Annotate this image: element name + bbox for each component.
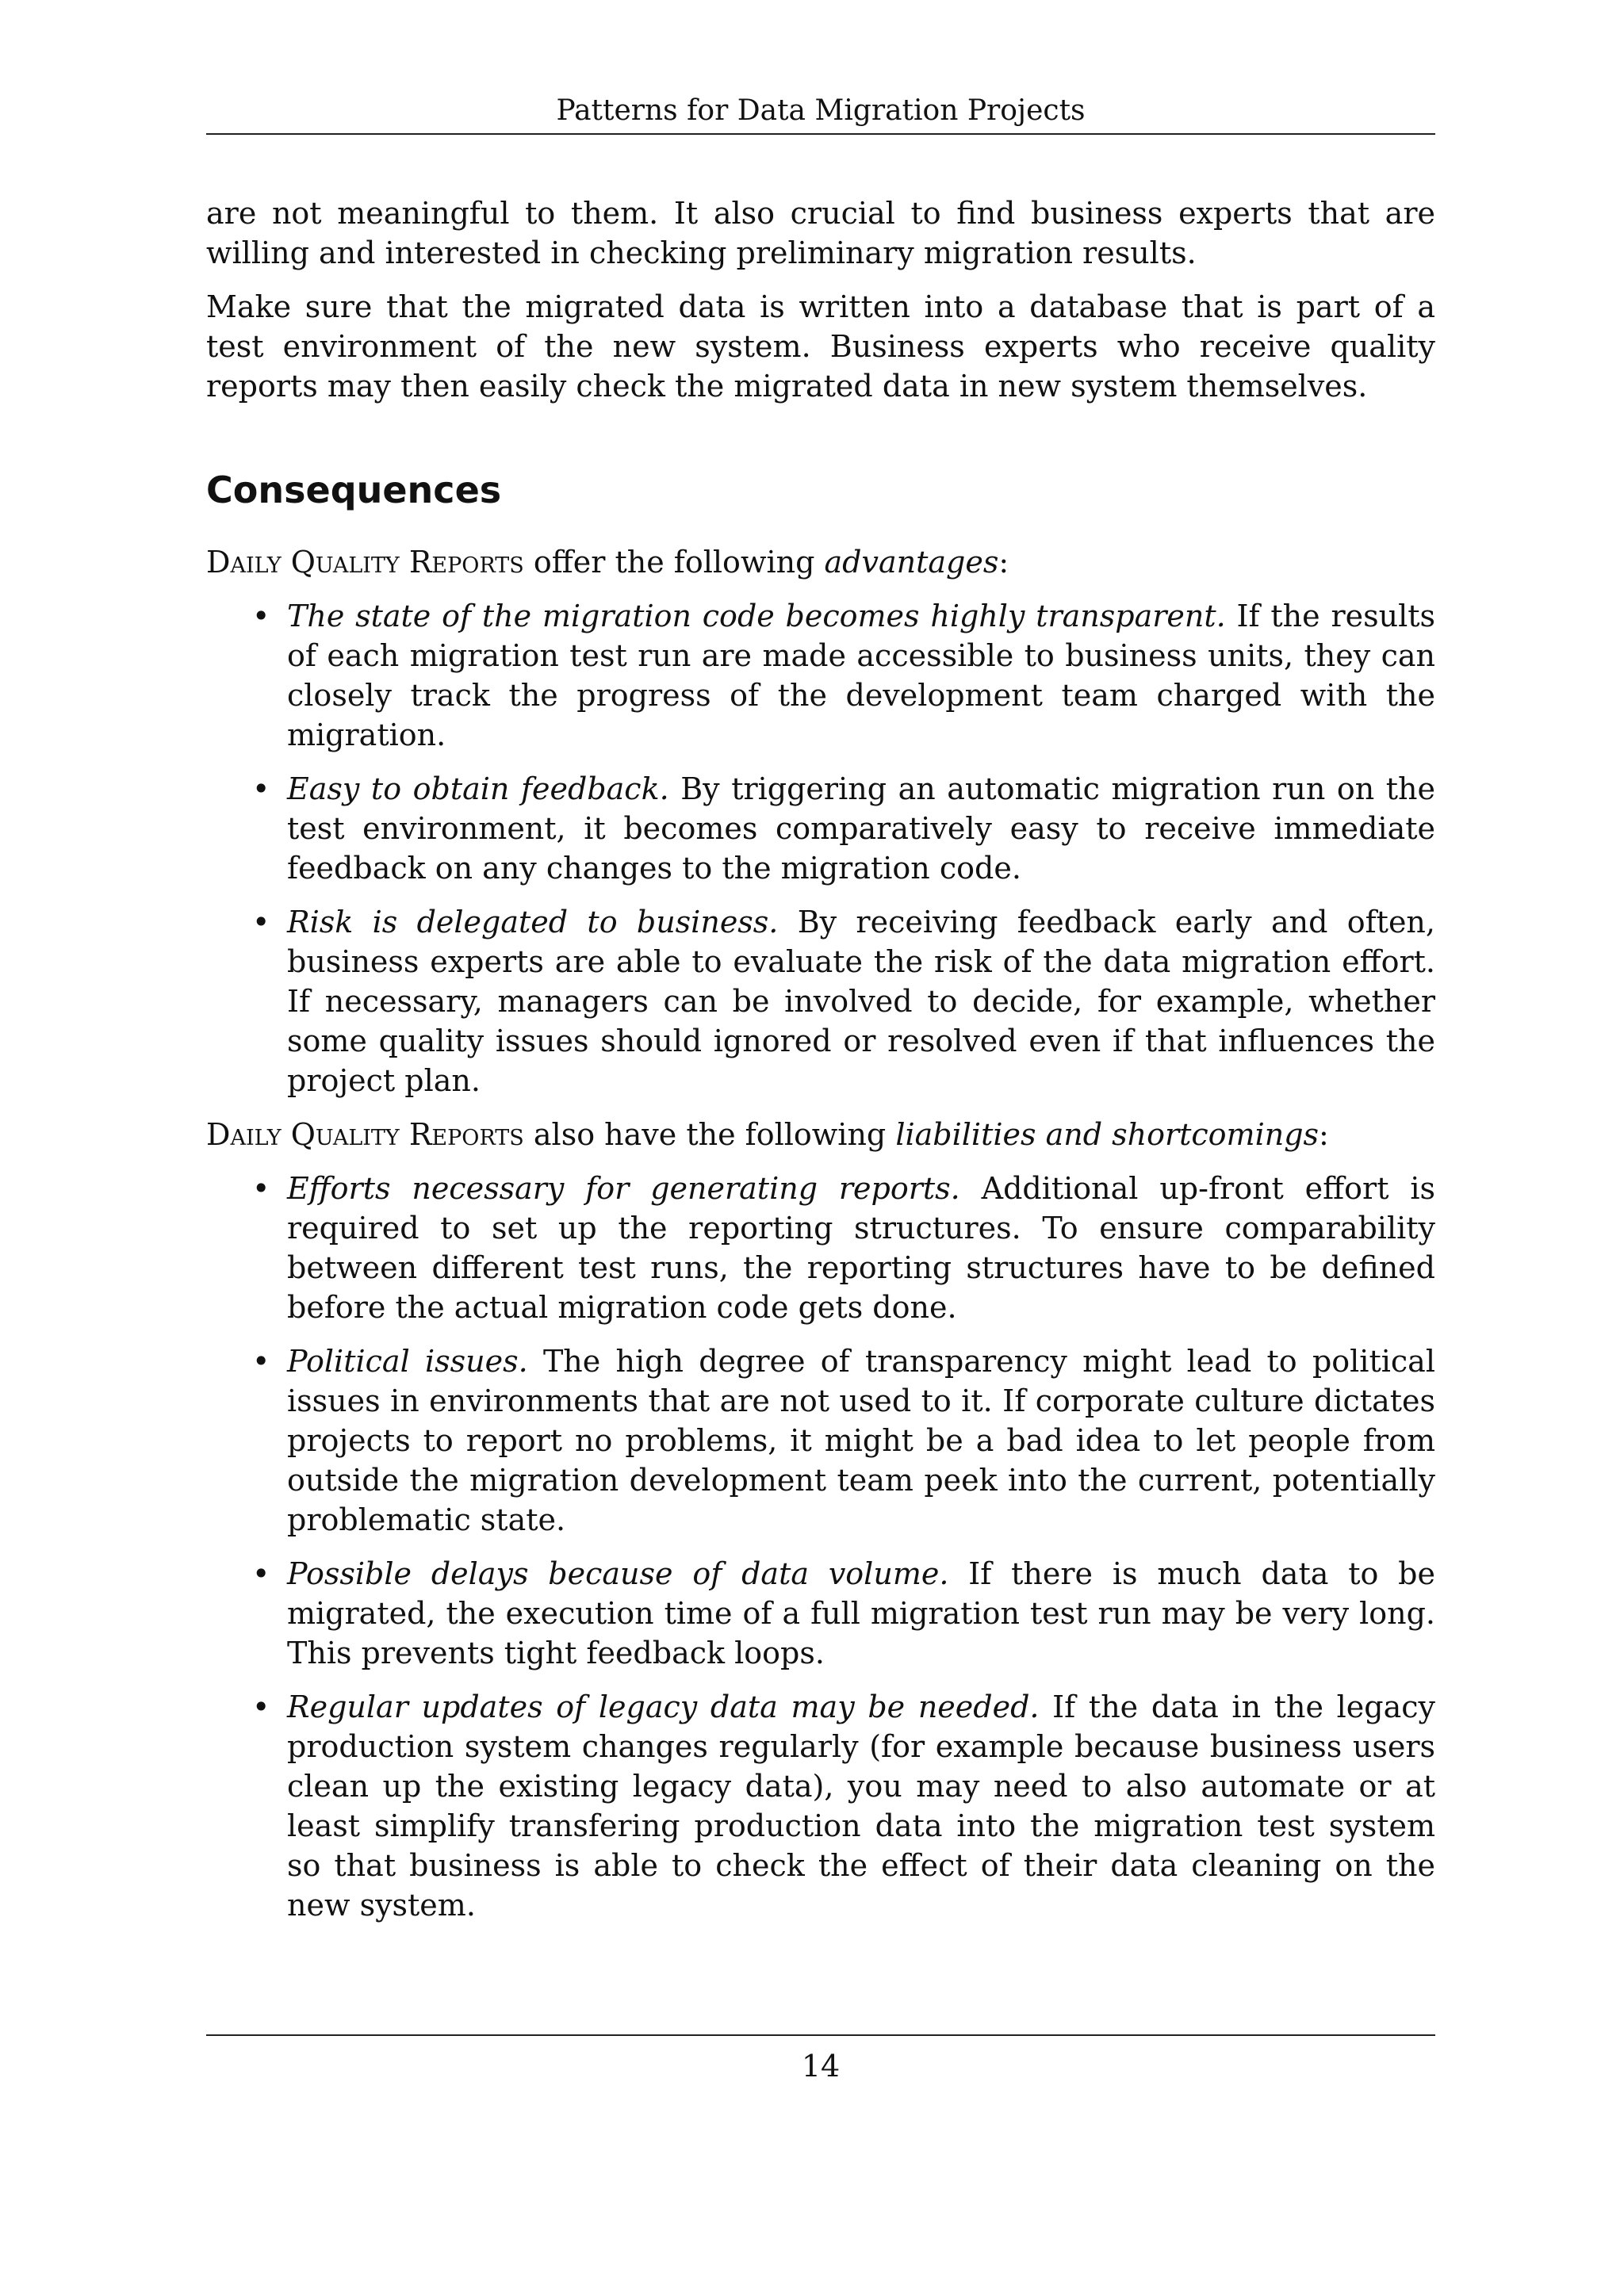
body-text bbox=[206, 193, 1435, 1939]
liabilities-intro-end: : bbox=[1319, 1117, 1329, 1152]
liabilities-list bbox=[206, 1169, 1435, 1925]
list-item bbox=[206, 1554, 1435, 1673]
liabilities-intro bbox=[206, 1115, 1435, 1154]
list-item bbox=[206, 1687, 1435, 1925]
pattern-name: Daily Quality Reports bbox=[206, 545, 524, 580]
bullet-icon: • bbox=[252, 771, 270, 806]
bullet-icon: • bbox=[252, 1344, 270, 1379]
liabilities-term: liabilities and shortcomings bbox=[895, 1117, 1320, 1152]
advantages-list bbox=[206, 596, 1435, 1100]
item-text: If the results of each migration test run are made accessible to business units, they can closely track the progress of the development team charged with the migration. bbox=[287, 599, 1435, 752]
item-title: Easy to obtain feedback. bbox=[287, 771, 669, 806]
bullet-icon: • bbox=[252, 905, 270, 939]
item-text: If the data in the legacy production system changes regularly (for example because business users clean up the existing legacy data), you may need to also automate or at least simplify transfering production data into the migration test system so that business is able to check the effect of their data cleaning on the new system. bbox=[287, 1689, 1435, 1923]
bullet-icon: • bbox=[252, 1689, 270, 1724]
bullet-icon: • bbox=[252, 599, 270, 633]
bullet-icon: • bbox=[252, 1171, 270, 1206]
item-title: Risk is delegated to business. bbox=[287, 905, 779, 939]
item-title: Political issues. bbox=[287, 1344, 528, 1379]
pattern-name: Daily Quality Reports bbox=[206, 1117, 524, 1152]
item-title: The state of the migration code becomes highly transparent. bbox=[287, 599, 1226, 633]
advantages-intro-end: : bbox=[998, 545, 1009, 580]
advantages-intro bbox=[206, 542, 1435, 582]
list-item bbox=[206, 596, 1435, 755]
page-number: 14 bbox=[801, 2049, 841, 2084]
advantages-intro-text: offer the following bbox=[523, 545, 825, 580]
item-text: Additional up-front effort is required to set up the reporting structures. To ensure comparability between different test runs, the reporting structures have to be defined before the actual migration code gets done. bbox=[287, 1171, 1435, 1325]
item-text: By receiving feedback early and often, business experts are able to evaluate the risk of the data migration effort. If necessary, managers can be involved to decide, for example, whether some quality issues should ignored or resolved even if that influences the project plan. bbox=[287, 905, 1435, 1098]
item-text: The high degree of transparency might lead to political issues in environments that are not used to it. If corporate culture dictates projects to report no problems, it might be a bad idea to let people from outside the migration development team peek into the current, potentially problematic state. bbox=[287, 1344, 1435, 1537]
list-item bbox=[206, 769, 1435, 888]
header-rule bbox=[206, 133, 1435, 135]
item-title: Possible delays because of data volume. bbox=[287, 1556, 949, 1591]
section-heading-consequences: Consequences bbox=[206, 469, 502, 511]
footer-rule bbox=[206, 2034, 1435, 2036]
list-item bbox=[206, 1169, 1435, 1327]
advantages-term: advantages bbox=[824, 545, 999, 580]
list-item bbox=[206, 902, 1435, 1100]
item-text: If there is much data to be migrated, the execution time of a full migration test run may be very long. This prevents tight feedback loops. bbox=[287, 1556, 1435, 1670]
item-text: By triggering an automatic migration run on the test environment, it becomes comparatively easy to receive immediate feedback on any changes to the migration code. bbox=[287, 771, 1435, 886]
bullet-icon: • bbox=[252, 1556, 270, 1591]
document-page bbox=[206, 0, 1435, 2296]
intro-paragraph-2: Make sure that the migrated data is written into a database that is part of a test environment of the new system. Business experts who receive quality reports may then easily check the migrated data in new system themselves. bbox=[206, 289, 1435, 404]
list-item bbox=[206, 1341, 1435, 1540]
running-header: Patterns for Data Migration Projects bbox=[556, 94, 1086, 127]
item-title: Regular updates of legacy data may be needed. bbox=[287, 1689, 1040, 1724]
item-title: Efforts necessary for generating reports. bbox=[287, 1171, 960, 1206]
liabilities-intro-text: also have the following bbox=[523, 1117, 896, 1152]
intro-paragraph-1: are not meaningful to them. It also crucial to find business experts that are willing and interested in checking preliminary migration results. bbox=[206, 196, 1435, 270]
